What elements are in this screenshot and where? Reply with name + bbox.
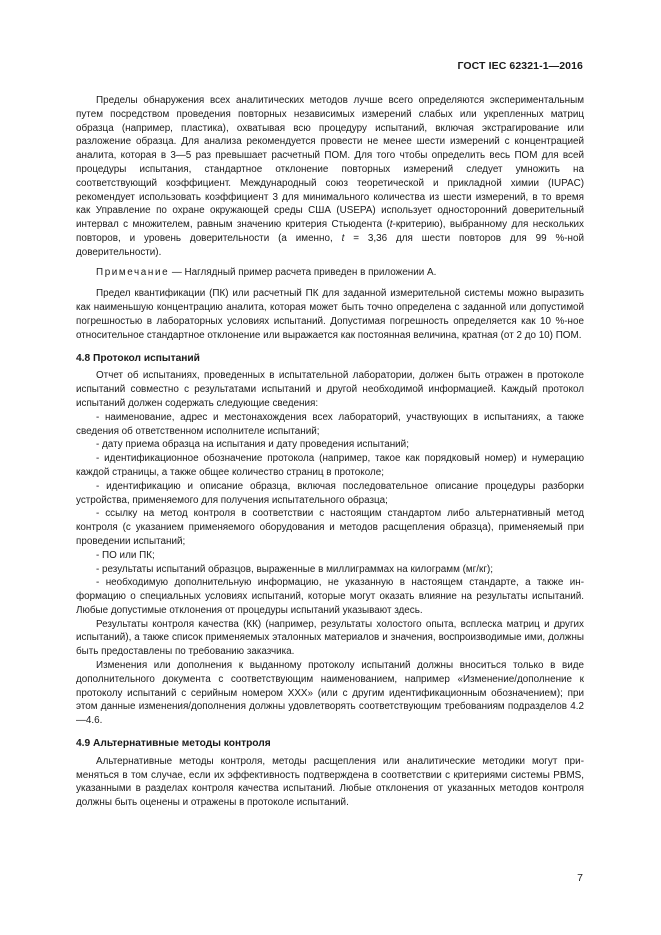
section-heading-4-9: 4.9 Альтернативные методы контроля: [76, 738, 271, 750]
paragraph-quantification-limit: Предел квантификации (ПК) или расчетный ПК для заданной измерительной системы можно выразить как наименьшую концентрацию аналита, которая может быть точно определена с заданной или допустимой погрешностью в лабораторных условиях испытаний. Допустимая погрешность определяется как 10 %-ное относительное стандартное отклонение или выражается как постоянная величина, кратная (от 2 до 10) ПОМ.: [76, 288, 584, 341]
paragraph-text: = 3,36 для шести повторов для 99 %-ной доверительности).: [76, 232, 584, 258]
note: [76, 266, 584, 280]
note-text: — Наглядный пример расчета приведен в приложении А.: [169, 266, 437, 278]
list-item: - ПО или ПК;: [96, 549, 155, 561]
list-item: - идентификацию и описание образца, включая последовательное описание процедуры разборки устройства, применяемого для получения испытательного образца;: [76, 480, 584, 506]
paragraph-report-changes: Изменения или дополнения к выданному протоколу испытаний должны вноситься только в виде дополнительного документа с соответствующим наименованием, например «Изменение/дополнение к протоколу испытаний с серийным номером ХХХ» (или с другим идентификационным обозначением); при этом данные изменения/дополнения должны удовлетворять соответствующим требованиям подразделов 4.2—4.6.: [76, 660, 584, 727]
note-label: Примечание: [96, 266, 170, 278]
paragraph-test-report-intro: Отчет об испытаниях, проведенных в испытательной лаборатории, должен быть отражен в протоколе испытаний совместно с результатами испытаний и другой необходимой информацией. Каждый протокол испытаний должен содержать следующие сведения:: [76, 370, 584, 409]
section-heading-4-8: 4.8 Протокол испытаний: [76, 352, 200, 364]
document-code-header: ГОСТ IEC 62321-1—2016: [457, 60, 583, 72]
page-number: 7: [577, 872, 583, 884]
list-item: - ссылку на метод контроля в соответствии с настоящим стандартом либо альтернативный метод контроля (с указанием применяемого оборудования и методов расщепления образца), применяемый при проведении испытаний;: [76, 508, 584, 547]
list-item: - идентификационное обозначение протокола (например, такое как порядковый номер) и нумерацию каждой страницы, а также общее количество страниц в протоколе;: [76, 453, 584, 478]
paragraph-qc-results: Результаты контроля качества (КК) (например, результаты холостого опыта, всплеска матриц и других испытаний), а также список применяемых эталонных материалов и значения, воспроизводимые ими, должны быть предоставлены по требованию заказчика.: [76, 618, 584, 658]
document-body: [76, 94, 584, 810]
paragraph-text: Пределы обнаружения всех аналитических методов лучше всего определяются экспериментальным путем посредством проведения повторных независимых измерений слабых или укрепленных матриц образца (например, пластика), охватывая всю процедуру испытаний, включая экстрагирование или разложение образца. Для анализа рекомендуется провести не менее шести измерений с концентрацией аналита, которая в 3—5 раз превышает расчетный ПОМ. Для того чтобы определить весь ПОМ для всей процедуры испытания, стандартное отклонение повторных измерений следует умножить на соответствующий коэффициент. Международный союз теоретической и прикладной химии (IUPAC) рекомендует использовать коэффициент 3 для минимального количества из шести измерений, в то время как Управление по охране окружающей среды США (USEPA) использует односторонний доверительный интервал с множителем, равным значению критерия Стьюдента (: [76, 95, 584, 231]
paragraph-text: -критерию), выбранному для нескольких повторов, и уровень доверительности (а именно,: [76, 219, 584, 244]
list-item: - необходимую дополнительную информацию, не указанную в настоящем стандарте, а также информацию о специальных условиях испытаний, которые могут оказать влияние на результаты испытаний. Любые допустимые отклонения от процедуры испытаний указывают здесь.: [76, 577, 584, 616]
paragraph-detection-limits: [76, 94, 584, 260]
italic-t: t: [341, 232, 345, 244]
list-item: - результаты испытаний образцов, выраженные в миллиграммах на килограмм (мг/кг);: [96, 563, 493, 575]
italic-t: t: [389, 219, 393, 231]
paragraph-alternative-methods: Альтернативные методы контроля, методы расщепления или аналитические методики могут применяться в том случае, если их эффективность подтверждена в соответствии с критериями системы PBMS, указанными в разделах контроля качества испытаний. Любые отклонения от указанных методов контроля должны быть оценены и отражены в протоколе испытаний.: [76, 755, 584, 809]
list-item: - наименование, адрес и местонахождения всех лабораторий, участвующих в испытаниях, а также сведения об ответственном исполнителе испытаний;: [76, 411, 584, 437]
list-item: - дату приема образца на испытания и дату проведения испытаний;: [96, 439, 409, 451]
